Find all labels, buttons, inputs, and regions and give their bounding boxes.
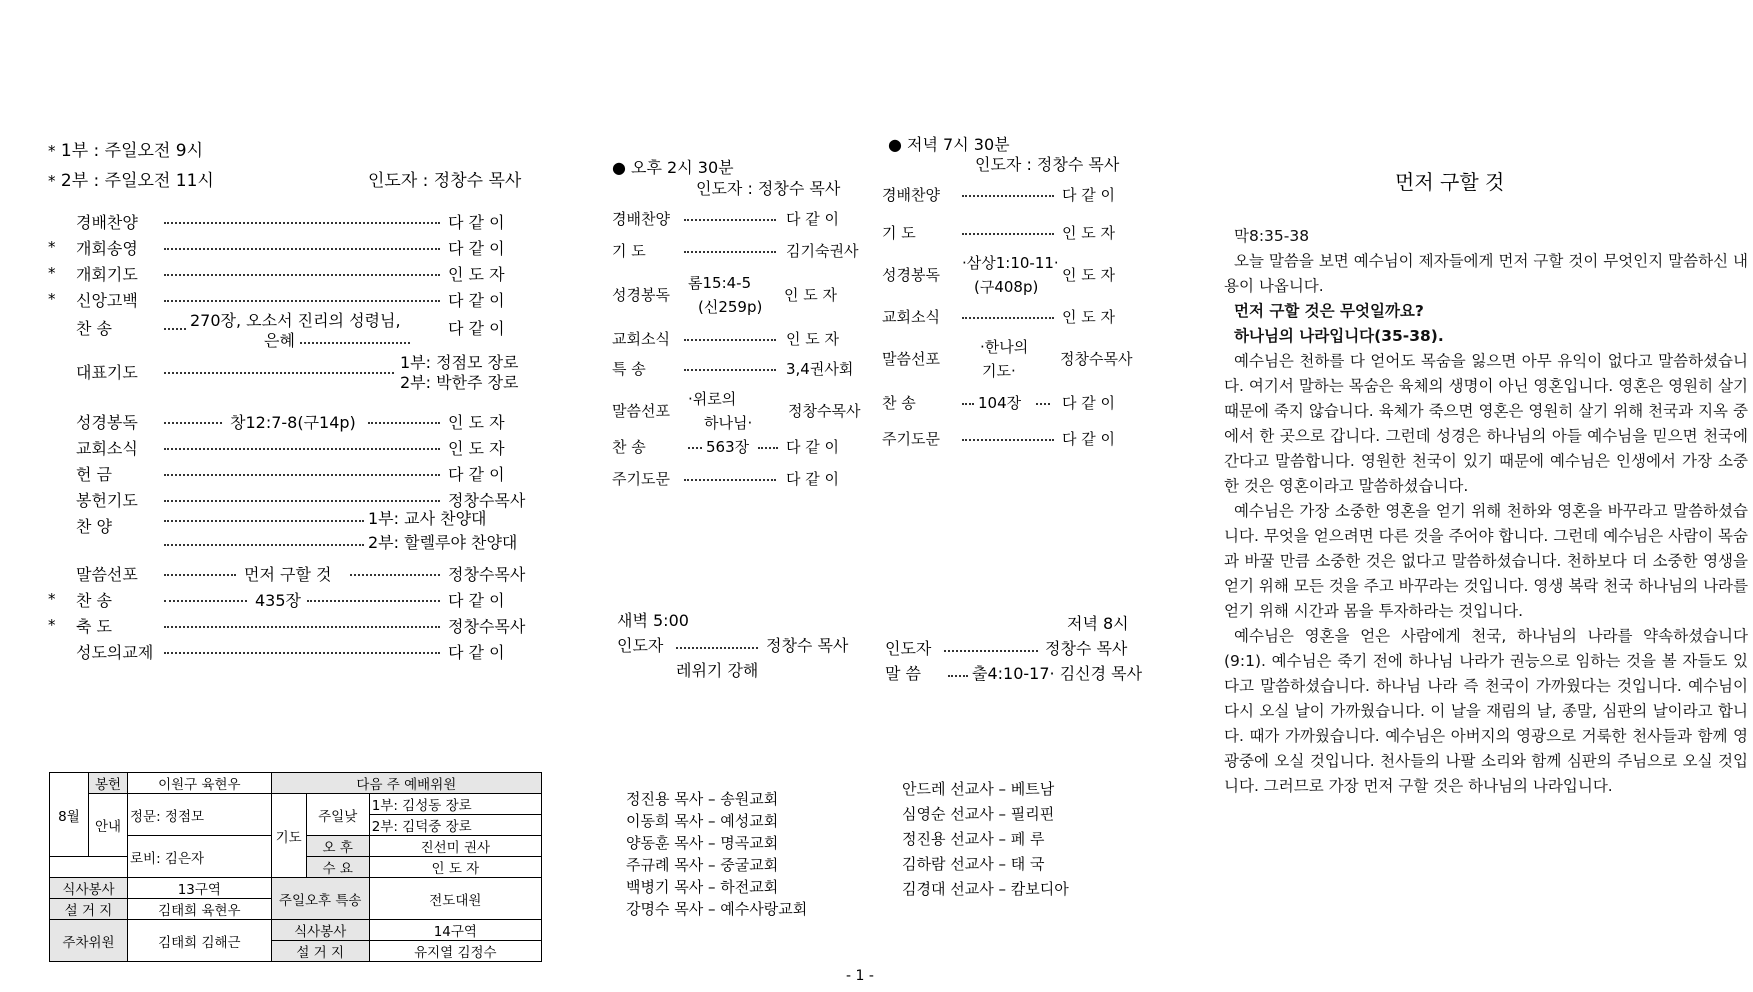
item-right: 김기숙권사 <box>786 242 859 260</box>
item-label: 경배찬양 <box>612 210 670 228</box>
dawn-leader-label: 인도자 <box>617 636 664 655</box>
eve-time: 저녁 8시 <box>1067 614 1129 633</box>
gido-label: 기도 <box>271 794 306 878</box>
item-right: 인 도 자 <box>448 439 505 458</box>
item-right: 다 같 이 <box>448 213 505 232</box>
item-label: 개회기도 <box>76 265 138 284</box>
item-right: 다 같 이 <box>448 465 505 484</box>
siksa-label: 식사봉사 <box>50 878 128 899</box>
siksa-value: 13구역 <box>128 878 272 899</box>
service-2-time: * 2부 : 주일오전 11시 <box>48 171 214 191</box>
evening-leader: 인도자 : 정창수 목사 <box>975 155 1120 174</box>
item-label: 찬 송 <box>882 394 916 412</box>
list-item: 안드레 선교사 – 베트남 <box>902 780 1055 798</box>
leader-dots <box>962 439 1054 441</box>
juilnat-value-1: 1부: 김성동 장로 <box>369 794 541 815</box>
item-right: 정창수목사 <box>788 402 861 420</box>
eve-word-label: 말 씀 <box>885 664 921 683</box>
item-label: 기 도 <box>612 242 646 260</box>
item-right: 다 같 이 <box>786 210 840 228</box>
item-right: 정창수목사 <box>448 491 526 510</box>
sermon-ref: 막8:35-38 <box>1234 227 1310 245</box>
item-right: 다 같 이 <box>1062 186 1116 204</box>
item-right: 인 도 자 <box>1062 266 1116 284</box>
sermon-body <box>1224 224 1748 799</box>
item-label: 헌 금 <box>76 465 112 484</box>
item-right: 인 도 자 <box>448 265 505 284</box>
item-right: 1부: 교사 찬양대 <box>368 509 487 528</box>
leader-dots <box>164 448 440 450</box>
ohu-label: 오 후 <box>306 836 369 857</box>
list-item: 강명수 목사 – 예수사랑교회 <box>626 900 808 918</box>
item-detail-2: 은혜 <box>264 331 295 350</box>
leader-dots <box>1036 403 1050 405</box>
eve-leader-label: 인도자 <box>885 639 932 658</box>
item-label: 찬 양 <box>76 517 112 536</box>
leader-dots <box>164 248 440 250</box>
item-label: 성경봉독 <box>882 266 940 284</box>
item-detail-2: (구408p) <box>974 278 1039 296</box>
item-star: * <box>48 264 56 282</box>
leader-dots <box>164 544 364 546</box>
service-1-time: * 1부 : 주일오전 9시 <box>48 141 204 161</box>
dawn-title: 레위기 강해 <box>676 661 759 680</box>
item-right: 인 도 자 <box>784 286 838 304</box>
leader-dots <box>164 300 440 302</box>
leader-dots <box>164 500 440 502</box>
seolgeoji2-value: 유지열 김정수 <box>369 941 541 962</box>
leader-dots <box>164 274 440 276</box>
list-item: 양동훈 목사 – 명곡교회 <box>626 834 779 852</box>
item-label: 교회소식 <box>76 439 138 458</box>
leader-dots <box>300 342 410 344</box>
page-number: - 1 - <box>846 968 874 984</box>
item-detail-2: (신259p) <box>698 298 763 316</box>
item-label: 봉헌기도 <box>76 491 138 510</box>
item-right: 다 같 이 <box>448 291 505 310</box>
leader-dots <box>164 328 186 330</box>
item-right: 다 같 이 <box>786 470 840 488</box>
item-detail: 563장 <box>706 438 750 456</box>
siksa2-label: 식사봉사 <box>271 920 369 941</box>
item-label: 찬 송 <box>612 438 646 456</box>
eve-word: 출4:10-17· 김신경 목사 <box>972 664 1143 683</box>
seolgeoji-value: 김태희 육현우 <box>128 899 272 920</box>
item-label: 성도의교제 <box>76 643 154 662</box>
item-right: 정창수목사 <box>448 617 526 636</box>
leader-dots <box>164 474 440 476</box>
suyo-label: 수 요 <box>306 857 369 878</box>
sermon-title: 먼저 구할 것 <box>1395 170 1505 194</box>
item-label: 성경봉독 <box>612 286 670 304</box>
item-label: 말씀선포 <box>76 565 138 584</box>
juchawiwon-label: 주차위원 <box>50 920 128 962</box>
item-detail-2: 하나님· <box>704 414 753 432</box>
suyo-value: 인 도 자 <box>369 857 541 878</box>
list-item: 김하람 선교사 – 태 국 <box>902 855 1045 873</box>
leader-dots <box>164 652 440 654</box>
item-detail: 104장 <box>978 394 1022 412</box>
item-label: 말씀선포 <box>612 402 670 420</box>
leader-dots <box>962 195 1054 197</box>
item-right: 1부: 정점모 장로 <box>400 353 519 372</box>
item-right: 다 같 이 <box>448 319 505 338</box>
leader-dots <box>962 233 1054 235</box>
item-detail: ·삼상1:10-11· <box>962 254 1059 272</box>
dawn-time: 새벽 5:00 <box>617 611 689 630</box>
item-detail: 롬15:4-5 <box>688 274 752 292</box>
leader-dots <box>164 626 440 628</box>
item-detail: 창12:7-8(구14p) <box>230 413 356 432</box>
item-label: 경배찬양 <box>882 186 940 204</box>
list-item: 주규례 목사 – 중굴교회 <box>626 856 779 874</box>
leader-dots <box>684 219 776 221</box>
juilnat-value-2: 2부: 김덕중 장로 <box>369 815 541 836</box>
leader-dots <box>164 600 247 602</box>
item-label: 찬 송 <box>76 591 112 610</box>
leader-dots <box>368 422 440 424</box>
item-label: 축 도 <box>76 617 112 636</box>
evening-heading: ● 저녁 7시 30분 <box>888 135 1010 154</box>
eve-leader: 정창수 목사 <box>1045 639 1128 658</box>
item-label: 교회소식 <box>882 308 940 326</box>
service-roster-table <box>49 772 542 962</box>
sermon-p2: 예수님은 천하를 다 얻어도 목숨을 잃으면 아무 유익이 없다고 말씀하셨습니다. 여기서 말하는 목숨은 육체의 생명이 아닌 영혼입니다. 영혼은 영원히 살기 때문에 죽지 않습니다. 육체가 죽으면 영혼은 영원히 살기 위해 천국과 지옥 중에서 한 곳으로 갑니다. 그런데 성경은 하나님의 아들 예수님을 믿으면 천국에 간다고 말씀합니다. 영원한 천국이 있기 때문에 예수님은 인생에서 가장 소중한 것은 영혼이라고 말씀하셨습니다. <box>1224 352 1748 495</box>
item-right: 다 같 이 <box>448 643 505 662</box>
sermon-question: 먼저 구할 것은 무엇일까요? <box>1234 302 1424 320</box>
item-detail: ·위로의 <box>688 390 737 408</box>
item-label: 특 송 <box>612 360 646 378</box>
list-item: 백병기 목사 – 하전교회 <box>626 878 779 896</box>
item-star: * <box>48 238 56 256</box>
list-item: 정진용 목사 – 송원교회 <box>626 790 779 808</box>
item-star: * <box>48 616 56 634</box>
leader-dots <box>350 574 440 576</box>
list-item: 정진용 선교사 – 페 루 <box>902 830 1045 848</box>
list-item: 심영순 선교사 – 필리핀 <box>902 805 1055 823</box>
item-right: 다 같 이 <box>1062 430 1116 448</box>
afternoon-heading: ● 오후 2시 30분 <box>612 158 734 177</box>
leader-dots <box>962 317 1054 319</box>
item-label: 신앙고백 <box>76 291 138 310</box>
ohu-value: 진선미 권사 <box>369 836 541 857</box>
item-star: * <box>48 290 56 308</box>
item-label: 찬 송 <box>76 319 112 338</box>
annae-label: 안내 <box>89 794 128 857</box>
list-item: 김경대 선교사 – 캄보디아 <box>902 880 1069 898</box>
item-star: * <box>48 590 56 608</box>
service-leader: 인도자 : 정창수 목사 <box>368 171 522 191</box>
sermon-p1: 오늘 말씀을 보면 예수님이 제자들에게 먼저 구할 것이 무엇인지 말씀하신 내용이 나옵니다. <box>1224 252 1748 295</box>
item-label: 개회송영 <box>76 239 138 258</box>
item-detail-2: 기도· <box>982 362 1016 380</box>
bongheon-label: 봉헌 <box>89 773 128 794</box>
sermon-answer: 하나님의 나라입니다(35-38). <box>1234 327 1444 345</box>
leader-dots <box>307 600 440 602</box>
siksa2-value: 14구역 <box>369 920 541 941</box>
leader-dots <box>164 574 236 576</box>
sermon-p4: 예수님은 영혼을 얻은 사람에게 천국, 하나님의 나라를 약속하셨습니다(9:1). 예수님은 죽기 전에 하나님 나라가 권능으로 임하는 것을 볼 자들도 있다고 말씀하셨습니다. 하나님 나라 즉 천국이 가까웠다는 것입니다. 예수님이 다시 오실 날이 가까웠습니다. 이 날을 재림의 날, 종말, 심판의 날이라고 합니다. 때가 가까웠습니다. 예수님은 아버지의 영광으로 거룩한 천사들과 함께 영광중에 오실 것입니다. 천사들의 나팔 소리와 함께 심판의 주님으로 오실 것입니다. 그러므로 가장 먼저 구할 것은 하나님의 나라입니다. <box>1224 627 1748 795</box>
juilnat-label: 주일낮 <box>306 794 369 836</box>
leader-dots <box>164 222 440 224</box>
leader-dots <box>684 479 776 481</box>
leader-dots <box>688 447 702 449</box>
annae-lobby: 로비: 김은자 <box>128 836 272 878</box>
item-detail: 270장, 오소서 진리의 성령님, <box>190 311 401 330</box>
leader-dots <box>684 339 776 341</box>
list-item: 이동희 목사 – 예성교회 <box>626 812 779 830</box>
item-right: 인 도 자 <box>1062 308 1116 326</box>
item-label: 기 도 <box>882 224 916 242</box>
item-right: 정창수목사 <box>448 565 526 584</box>
teuksong-value: 전도대원 <box>369 878 541 920</box>
sermon-p3: 예수님은 가장 소중한 영혼을 얻기 위해 천하와 영혼을 바꾸라고 말씀하셨습니다. 무엇을 얻으려면 다른 것을 주어야 합니다. 그런데 예수님은 사람이 목숨과 바꿀 만큼 소중한 것은 없다고 말씀하셨습니다. 천하보다 더 소중한 영생을 얻기 위해 모든 것을 주고 바꾸라는 것입니다. 영생 복락 천국 하나님의 나라를 얻기 위해 시간과 몸을 투자하라는 것입니다. <box>1224 502 1748 620</box>
item-label: 주기도문 <box>612 470 670 488</box>
bongheon-value: 이원구 육현우 <box>128 773 272 794</box>
item-label: 주기도문 <box>882 430 940 448</box>
seolgeoji-label: 설 거 지 <box>50 899 128 920</box>
leader-dots <box>164 372 394 374</box>
leader-dots <box>758 447 778 449</box>
item-right: 인 도 자 <box>448 413 505 432</box>
dawn-leader: 정창수 목사 <box>766 636 849 655</box>
seolgeoji2-label: 설 거 지 <box>271 941 369 962</box>
item-right-2: 2부: 박한주 장로 <box>400 373 519 392</box>
leader-dots <box>164 520 364 522</box>
juchawiwon-value: 김태희 김해근 <box>128 920 272 962</box>
item-label: 말씀선포 <box>882 350 940 368</box>
afternoon-leader: 인도자 : 정창수 목사 <box>696 179 841 198</box>
item-label: 교회소식 <box>612 330 670 348</box>
item-right: 다 같 이 <box>448 591 505 610</box>
service-1-label: 1부 : 주일오전 9시 <box>60 141 204 161</box>
item-right: 인 도 자 <box>1062 224 1116 242</box>
annae-jeongmun: 정문: 정점모 <box>128 794 272 836</box>
item-right: 인 도 자 <box>786 330 840 348</box>
item-right: 다 같 이 <box>1062 394 1116 412</box>
service-2-label: 2부 : 주일오전 11시 <box>60 171 214 191</box>
next-week-header: 다음 주 예배위원 <box>271 773 541 794</box>
leader-dots <box>684 251 776 253</box>
leader-dots <box>962 403 974 405</box>
item-right-2: 2부: 할렐루야 찬양대 <box>368 533 518 552</box>
item-right: 정창수목사 <box>1060 350 1133 368</box>
item-detail: ·한나의 <box>980 338 1029 356</box>
leader-dots <box>164 422 222 424</box>
item-right: 다 같 이 <box>448 239 505 258</box>
item-label: 대표기도 <box>76 363 138 382</box>
item-right: 3,4권사회 <box>786 360 854 378</box>
leader-dots <box>684 369 776 371</box>
month-cell: 8월 <box>50 773 89 857</box>
item-label: 성경봉독 <box>76 413 138 432</box>
teuksong-label: 주일오후 특송 <box>271 878 369 920</box>
item-right: 다 같 이 <box>786 438 840 456</box>
item-label: 경배찬양 <box>76 213 138 232</box>
item-detail: 먼저 구할 것 <box>244 565 332 584</box>
item-detail: 435장 <box>255 591 301 610</box>
